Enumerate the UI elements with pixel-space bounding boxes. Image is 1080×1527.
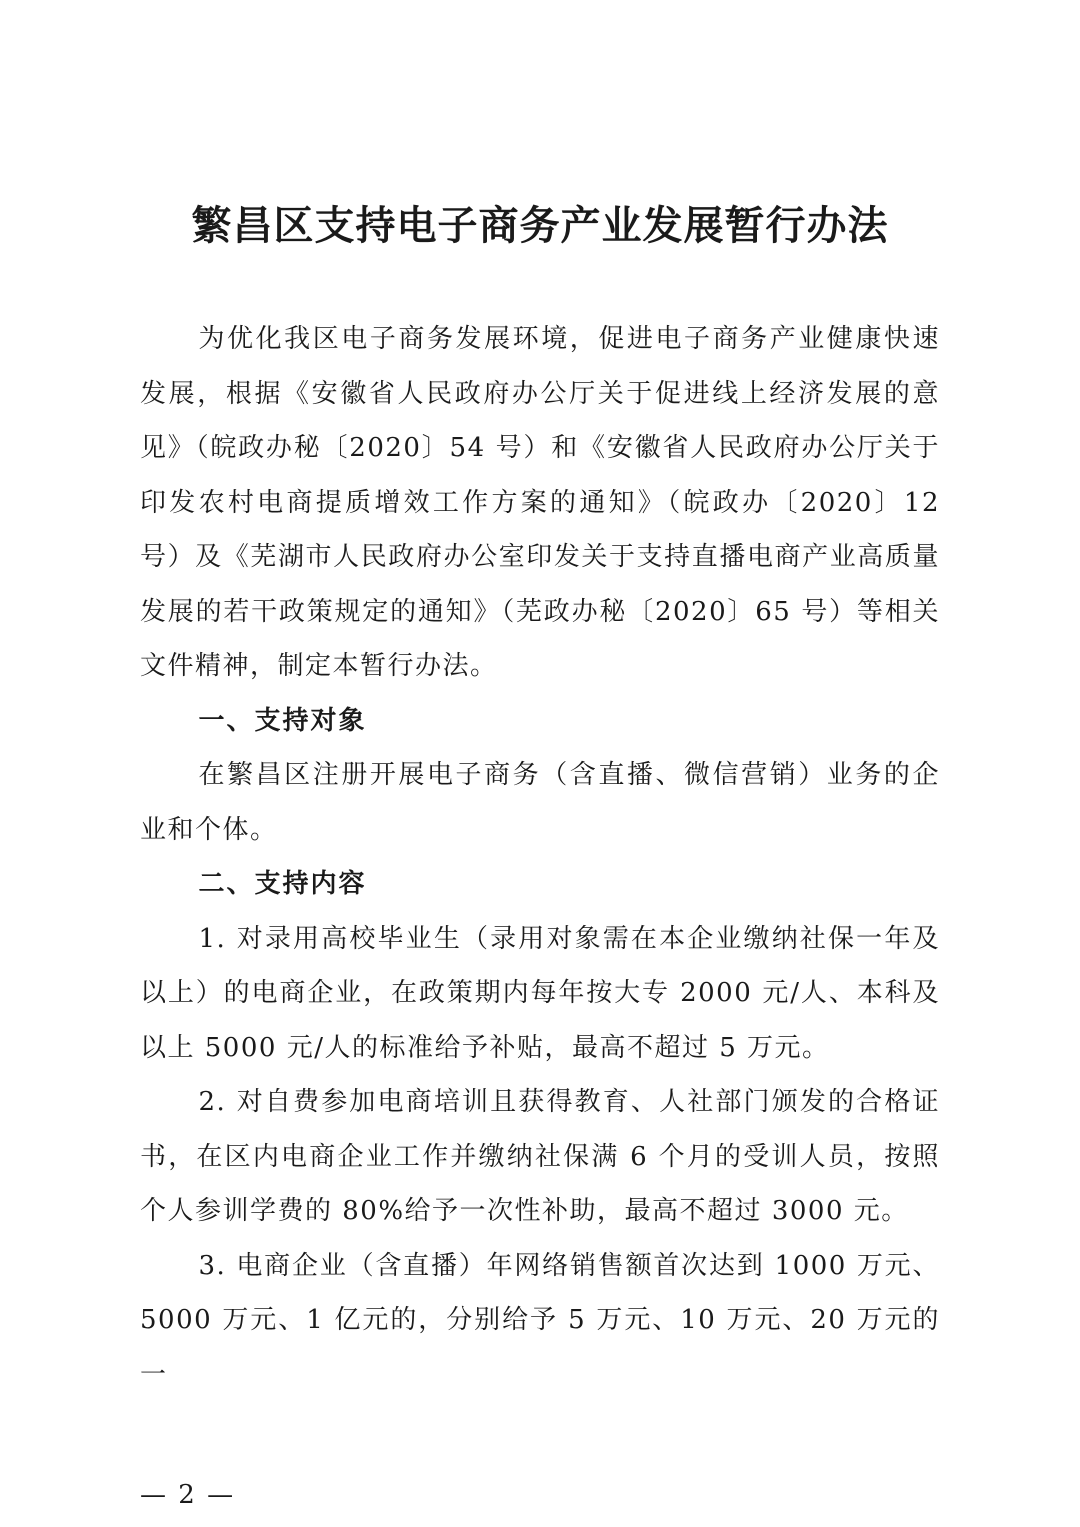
item3-paragraph: 3. 电商企业（含直播）年网络销售额首次达到 1000 万元、5000 万元、1 亿元的，分别给予 5 万元、10 万元、20 万元的一: [140, 1250, 940, 1390]
page-number: — 2 —: [140, 1480, 236, 1510]
document-title: 繁昌区支持电子商务产业发展暂行办法: [191, 202, 889, 249]
document-body: [140, 312, 940, 1402]
intro-paragraph: 为优化我区电子商务发展环境，促进电子商务产业健康快速发展，根据《安徽省人民政府办公厅关于促进线上经济发展的意见》（皖政办秘〔2020〕54 号）和《安徽省人民政府办公厅关于印发农村电商提质增效工作方案的通知》（皖政办〔2020〕12 号）及《芜湖市人民政府办公室印发关于支持直播电商产业高质量发展的若干政策规定的通知》（芜政办秘〔2020〕65 号）等相关文件精神，制定本暂行办法。: [140, 324, 940, 681]
section1-paragraph: 在繁昌区注册开展电子商务（含直播、微信营销）业务的企业和个体。: [140, 760, 940, 845]
item1-paragraph: 1. 对录用高校毕业生（录用对象需在本企业缴纳社保一年及以上）的电商企业，在政策期内每年按大专 2000 元/人、本科及以上 5000 元/人的标准给予补贴，最高不超过 5 万元。: [140, 923, 940, 1063]
item2-paragraph: 2. 对自费参加电商培训且获得教育、人社部门颁发的合格证书，在区内电商企业工作并缴纳社保满 6 个月的受训人员，按照个人参训学费的 80%给予一次性补助，最高不超过 3000 元。: [140, 1087, 940, 1226]
section2-heading: 二、支持内容: [198, 869, 367, 899]
section1-heading: 一、支持对象: [198, 705, 367, 736]
